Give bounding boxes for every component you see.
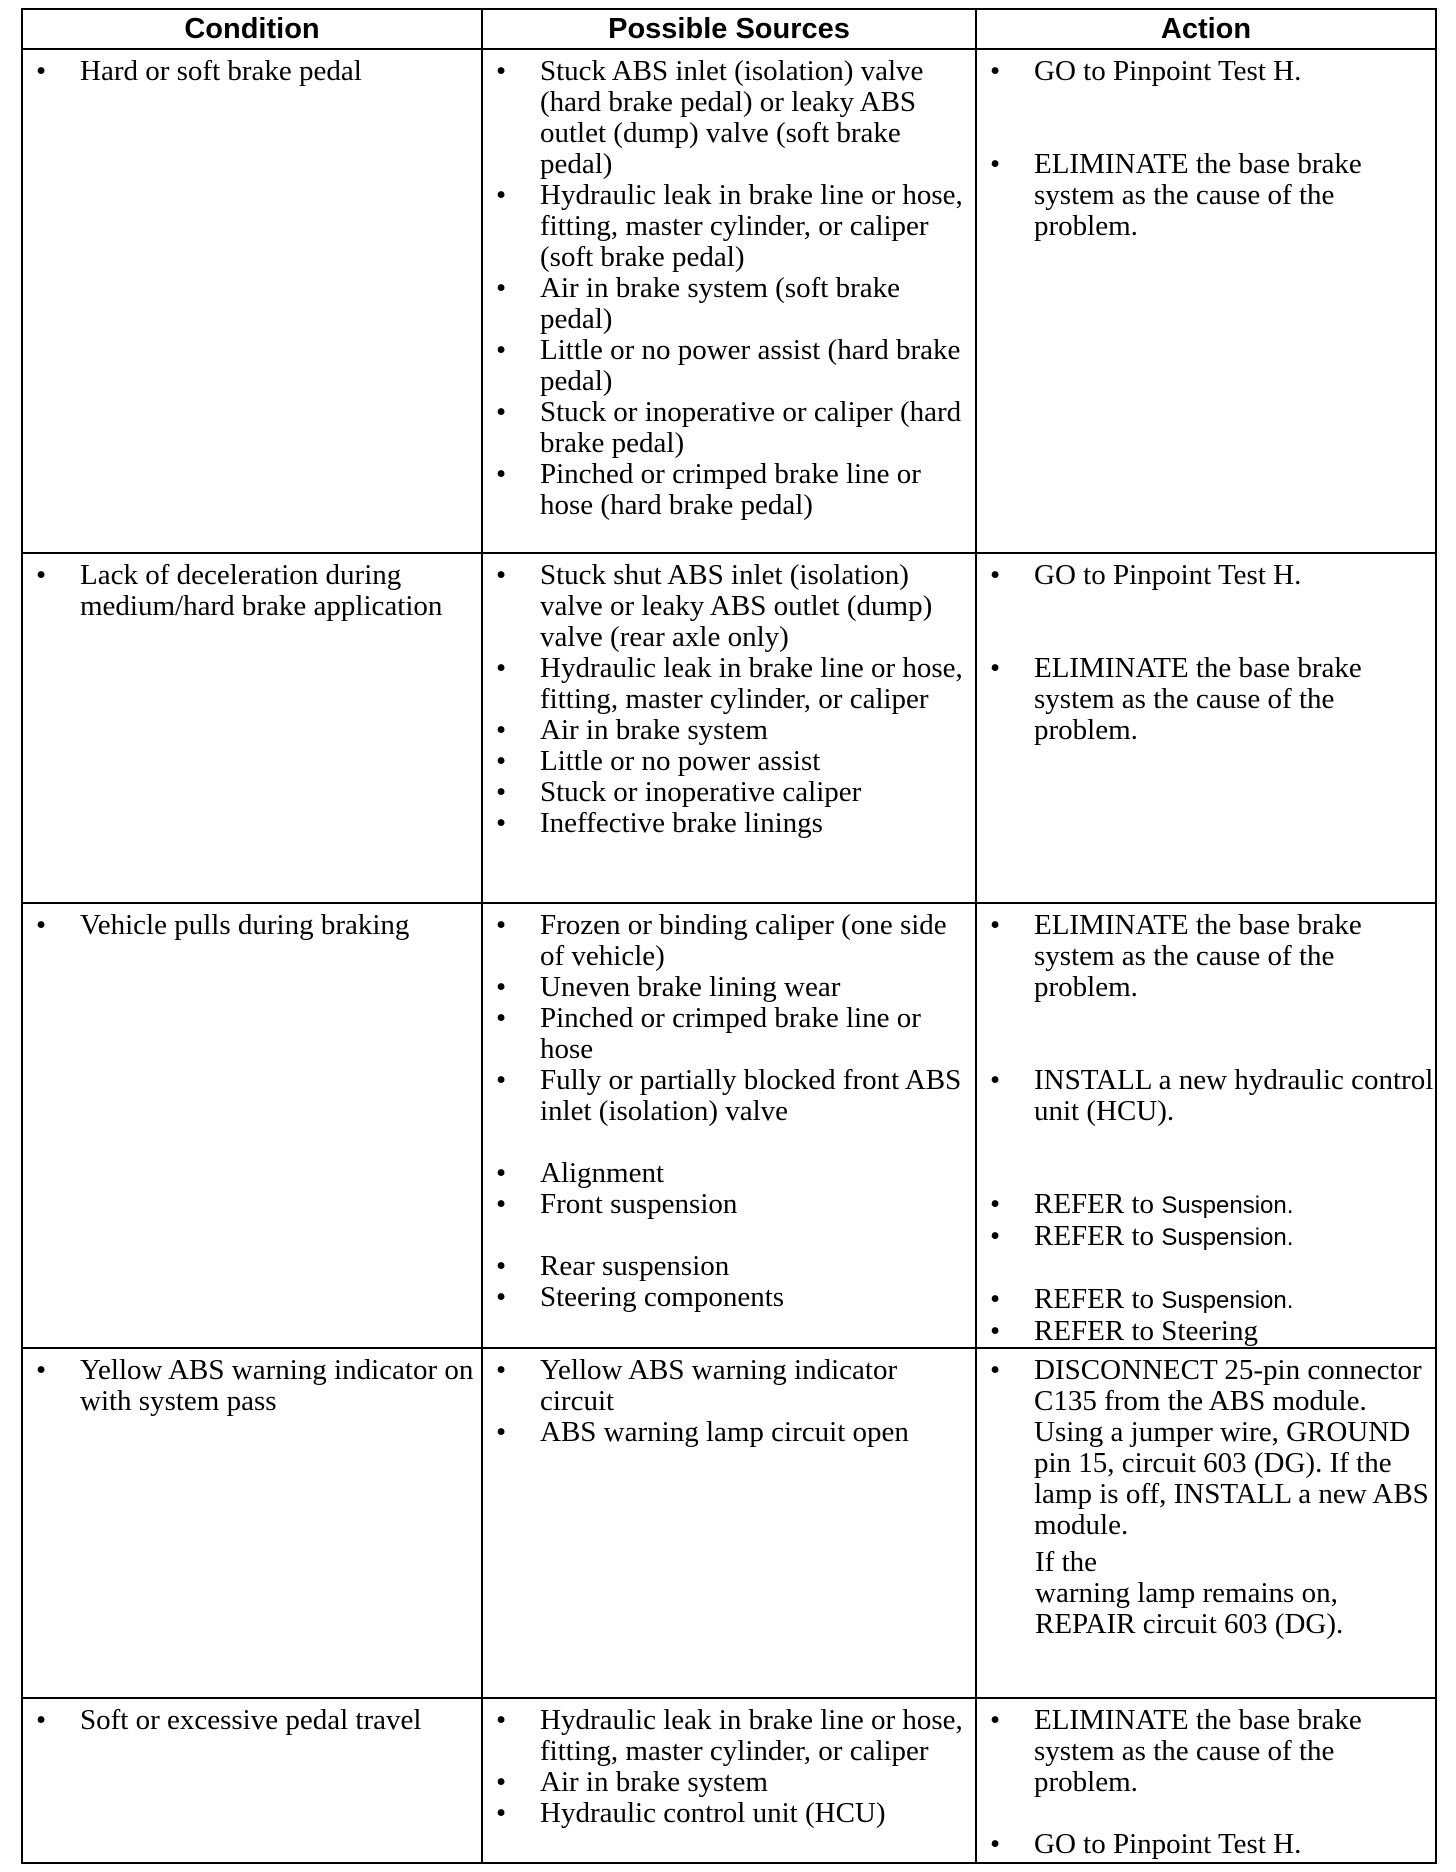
header-condition: Condition	[22, 9, 482, 49]
table-row	[22, 49, 1436, 553]
source-item: • Yellow ABS warning indicator circuit	[483, 1355, 975, 1417]
table-row	[22, 903, 1436, 1348]
source-item: • Hydraulic leak in brake line or hose, fitting, master cylinder, or caliper (soft brake pedal)	[483, 180, 975, 273]
sources-cell	[482, 1698, 976, 1863]
action-item: • GO to Pinpoint Test H.	[977, 560, 1435, 591]
condition-cell	[22, 1348, 482, 1698]
source-item: • Front suspension	[483, 1189, 975, 1220]
source-item: • Pinched or crimped brake line or hose (hard brake pedal)	[483, 459, 975, 521]
header-action: Action	[976, 9, 1436, 49]
source-item: • Uneven brake lining wear	[483, 972, 975, 1003]
refer-link[interactable]: Suspension.	[1161, 1192, 1294, 1219]
action-continuation: If the	[1035, 1546, 1097, 1578]
condition-cell	[22, 903, 482, 1348]
condition-cell	[22, 553, 482, 903]
action-item	[977, 1221, 1435, 1253]
action-cell	[976, 1348, 1436, 1698]
source-item: • Little or no power assist (hard brake pedal)	[483, 335, 975, 397]
sources-cell	[482, 1348, 976, 1698]
table-row	[22, 1348, 1436, 1698]
source-item: • Hydraulic control unit (HCU)	[483, 1798, 975, 1829]
action-item: • DISCONNECT 25-pin connector C135 from the ABS module. Using a jumper wire, GROUND pin 15, circuit 603 (DG). If the lamp is off, INSTALL a new ABS module.	[977, 1355, 1435, 1541]
condition-text: • Hard or soft brake pedal	[23, 56, 481, 87]
source-item: • Stuck or inoperative or caliper (hard brake pedal)	[483, 397, 975, 459]
source-item: • Rear suspension	[483, 1251, 975, 1282]
source-item: • Frozen or binding caliper (one side of vehicle)	[483, 910, 975, 972]
source-item: • Little or no power assist	[483, 746, 975, 777]
action-item: • GO to Pinpoint Test H.	[977, 1829, 1435, 1860]
action-item	[977, 1284, 1435, 1316]
table-row	[22, 1698, 1436, 1863]
action-item	[977, 1189, 1435, 1221]
condition-cell	[22, 49, 482, 553]
refer-label: REFER to	[1034, 1188, 1155, 1220]
action-item: • GO to Pinpoint Test H.	[977, 56, 1435, 87]
source-item: • Air in brake system	[483, 715, 975, 746]
action-item: • ELIMINATE the base brake system as the cause of the problem.	[977, 910, 1435, 1003]
source-item: • Fully or partially blocked front ABS inlet (isolation) valve	[483, 1065, 975, 1127]
sources-cell	[482, 49, 976, 553]
condition-cell	[22, 1698, 482, 1863]
source-item: • Steering components	[483, 1282, 975, 1313]
action-item: • INSTALL a new hydraulic control unit (HCU).	[977, 1065, 1435, 1127]
source-item: • Stuck ABS inlet (isolation) valve (hard brake pedal) or leaky ABS outlet (dump) valve (soft brake pedal)	[483, 56, 975, 180]
condition-text: • Vehicle pulls during braking	[23, 910, 481, 941]
condition-text: • Lack of deceleration during medium/hard brake application	[23, 560, 481, 622]
refer-link[interactable]: Suspension.	[1161, 1287, 1294, 1314]
source-item: • Stuck or inoperative caliper	[483, 777, 975, 808]
action-item: • REFER to Steering	[977, 1316, 1435, 1347]
action-cell	[976, 49, 1436, 553]
sources-cell	[482, 553, 976, 903]
sources-cell	[482, 903, 976, 1348]
action-cell	[976, 1698, 1436, 1863]
refer-label: REFER to	[1034, 1283, 1155, 1315]
header-row	[22, 9, 1436, 49]
source-item: • Ineffective brake linings	[483, 808, 975, 839]
action-item: • ELIMINATE the base brake system as the cause of the problem.	[977, 1705, 1435, 1798]
source-item: • Alignment	[483, 1158, 975, 1189]
action-item: • ELIMINATE the base brake system as the cause of the problem.	[977, 149, 1435, 242]
action-cell	[976, 553, 1436, 903]
condition-text: • Yellow ABS warning indicator on with system pass	[23, 1355, 481, 1417]
source-item: • Air in brake system	[483, 1767, 975, 1798]
condition-text: • Soft or excessive pedal travel	[23, 1705, 481, 1736]
refer-link[interactable]: Suspension.	[1161, 1224, 1294, 1251]
diagnosis-table	[21, 8, 1437, 1864]
action-continuation: warning lamp remains on, REPAIR circuit 603 (DG).	[1035, 1577, 1344, 1640]
table-row	[22, 553, 1436, 903]
source-item: • Hydraulic leak in brake line or hose, fitting, master cylinder, or caliper	[483, 653, 975, 715]
source-item: • ABS warning lamp circuit open	[483, 1417, 975, 1448]
action-cell	[976, 903, 1436, 1348]
header-possible-sources: Possible Sources	[482, 9, 976, 49]
source-item: • Pinched or crimped brake line or hose	[483, 1003, 975, 1065]
source-item: • Stuck shut ABS inlet (isolation) valve or leaky ABS outlet (dump) valve (rear axle only)	[483, 560, 975, 653]
source-item: • Air in brake system (soft brake pedal)	[483, 273, 975, 335]
refer-label: REFER to	[1034, 1220, 1155, 1252]
action-item: • ELIMINATE the base brake system as the cause of the problem.	[977, 653, 1435, 746]
source-item: • Hydraulic leak in brake line or hose, fitting, master cylinder, or caliper	[483, 1705, 975, 1767]
